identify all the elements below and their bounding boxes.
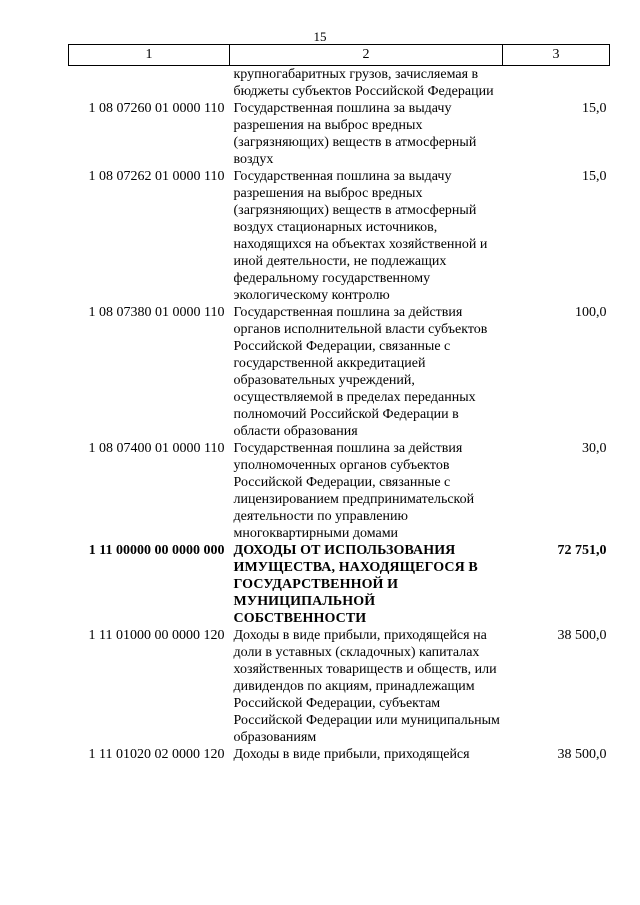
table-row <box>69 100 610 168</box>
table-row-section-total <box>69 542 610 627</box>
row-amount: 100,0 <box>575 305 607 320</box>
table-row <box>69 746 610 763</box>
row-description: Государственная пошлина за выдачу разрешения на выброс вредных (загрязняющих) веществ в атмосферный воздух стационарных источников, находящихся на объектах хозяйственной и иной деятельности, не подлежащих федеральному государственному экологическому контролю <box>233 169 488 303</box>
table-row <box>69 304 610 440</box>
header-row <box>69 45 610 66</box>
table-header <box>69 45 610 66</box>
row-code: 1 11 01000 00 0000 120 <box>88 628 225 643</box>
row-amount: 15,0 <box>582 101 607 116</box>
row-description: Государственная пошлина за действия уполномоченных органов субъектов Российской Федерации, связанные с лицензированием предпринимательской деятельности по управлению многоквартирными домами <box>233 441 475 541</box>
row-code: 1 08 07260 01 0000 110 <box>88 101 225 116</box>
row-amount: 38 500,0 <box>557 747 607 762</box>
row-amount <box>503 66 610 101</box>
header-col-code: 1 <box>69 45 230 66</box>
row-amount: 15,0 <box>582 169 607 184</box>
row-code: 1 08 07400 01 0000 110 <box>88 441 225 456</box>
row-description: Государственная пошлина за действия органов исполнительной власти субъектов Российской Федерации, связанные с государственной аккредитацией образовательных учреждений, осуществляемой в пределах переданных полномочий Российской Федерации в области образования <box>233 305 488 439</box>
row-code: 1 11 00000 00 0000 000 <box>88 543 225 558</box>
row-amount: 38 500,0 <box>557 628 607 643</box>
table-row <box>69 168 610 304</box>
row-code: 1 11 01020 02 0000 120 <box>88 747 225 762</box>
table-body <box>69 66 610 764</box>
row-code: 1 08 07380 01 0000 110 <box>88 305 225 320</box>
table-row <box>69 440 610 542</box>
row-amount: 30,0 <box>582 441 607 456</box>
row-code: 1 08 07262 01 0000 110 <box>88 169 225 184</box>
header-col-amount: 3 <box>503 45 610 66</box>
revenue-table <box>68 44 610 763</box>
header-col-description: 2 <box>230 45 503 66</box>
table-row <box>69 66 610 101</box>
row-description: Доходы в виде прибыли, приходящейся <box>233 747 470 762</box>
page-number: 15 <box>313 29 327 44</box>
table-row <box>69 627 610 746</box>
row-code <box>69 66 230 101</box>
row-description: ДОХОДЫ ОТ ИСПОЛЬЗОВАНИЯ ИМУЩЕСТВА, НАХОДЯЩЕГОСЯ В ГОСУДАРСТВЕННОЙ И МУНИЦИПАЛЬНОЙ СОБСТВЕННОСТИ <box>233 543 478 626</box>
row-description: Государственная пошлина за выдачу разрешения на выброс вредных (загрязняющих) веществ в атмосферный воздух <box>233 101 477 167</box>
row-description: крупногабаритных грузов, зачисляемая в бюджеты субъектов Российской Федерации <box>233 67 494 99</box>
row-amount: 72 751,0 <box>557 543 607 558</box>
row-description: Доходы в виде прибыли, приходящейся на доли в уставных (складочных) капиталах хозяйственных товариществ и обществ, или дивидендов по акциям, принадлежащим Российской Федерации, субъектам Российской Федерации или муниципальным образованиям <box>233 628 500 745</box>
